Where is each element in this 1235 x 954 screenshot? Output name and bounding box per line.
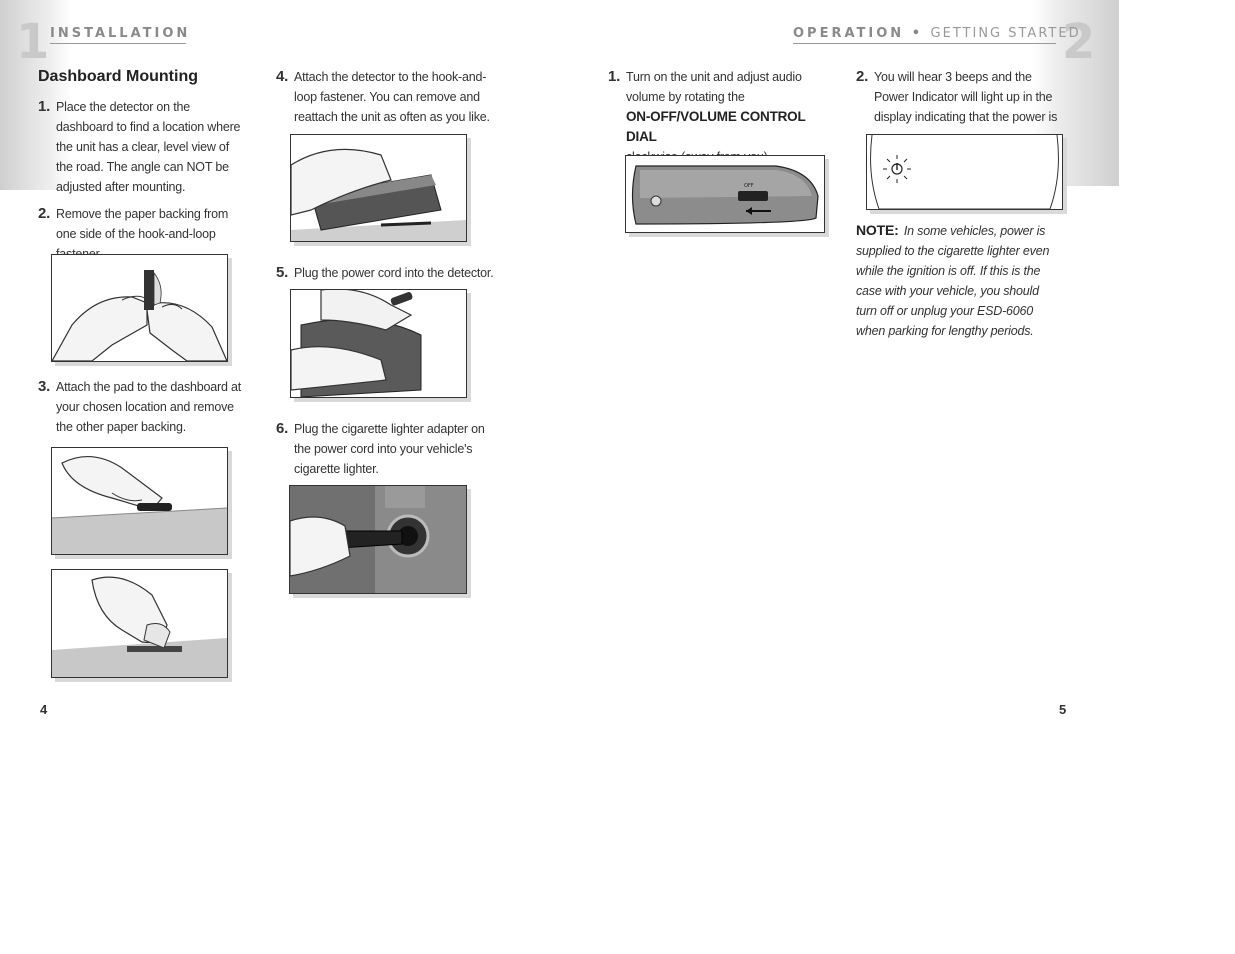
header-operation: OPERATION [793, 26, 905, 41]
step-text-a: Turn on the unit and adjust audio volume by rotating the [626, 70, 802, 104]
section-header-operation [793, 26, 1081, 41]
step-4 [276, 67, 501, 127]
page-number-right: 5 [1059, 702, 1067, 717]
dial-off-label: OFF [744, 183, 754, 189]
lighter-adapter-illustration [290, 486, 466, 593]
chapter-number-left: 1 [16, 14, 50, 70]
detector-side-illustration [626, 156, 824, 232]
hand-peel-illustration [52, 570, 227, 677]
step-5 [276, 263, 501, 283]
step-text: Place the detector on the dashboard to find a location where the unit has a clear, level view of the road. The angle can NOT be adjusted after mounting. [56, 100, 241, 194]
step-number: 4. [276, 68, 289, 85]
step-text: Plug the power cord into the detector. [294, 266, 494, 280]
figure-cigarette-lighter [289, 485, 467, 594]
step-number: 5. [276, 264, 289, 281]
step-text: Attach the pad to the dashboard at your chosen location and remove the other paper backing. [56, 380, 242, 434]
figure-attach-pad [51, 447, 228, 555]
step-text: Attach the detector to the hook-and-loop fastener. You can remove and reattach the unit as often as you like. [294, 70, 490, 124]
operation-step-1 [608, 67, 838, 167]
figure-remove-backing [51, 254, 228, 362]
header-rule-left [50, 43, 186, 44]
step-text: Plug the cigarette lighter adapter on the power cord into your vehicle's cigarette lighter. [294, 422, 485, 476]
header-getting-started: GETTING STARTED [930, 26, 1081, 41]
step-number: 2. [856, 68, 869, 85]
note-text: In some vehicles, power is supplied to the cigarette lighter even while the ignition is off. If this is the case with your vehicle, you should turn off or unplug your ESD-6060 when parking for lengthy periods. [856, 224, 1050, 338]
display-power-indicator-illustration [867, 135, 1062, 209]
section-heading: Dashboard Mounting [38, 68, 198, 85]
step-number: 6. [276, 420, 289, 437]
figure-attach-detector [290, 134, 467, 242]
step-6 [276, 419, 501, 479]
hand-pad-illustration [52, 448, 227, 554]
header-separator: • [904, 26, 931, 41]
step-3 [38, 377, 243, 437]
hands-peeling-illustration [52, 255, 227, 361]
step-number: 1. [38, 98, 51, 115]
step-text: You will hear 3 beeps and the Power Indicator will light up in the display indicating that the power is [874, 70, 1058, 124]
step-1 [38, 97, 243, 197]
step-number: 3. [38, 378, 51, 395]
figure-plug-power-cord [290, 289, 467, 398]
note-label: NOTE: [856, 222, 899, 238]
power-cord-illustration [291, 290, 466, 397]
figure-volume-dial [625, 155, 825, 233]
step-text: Remove the paper backing from one side of the hook-and-loop [56, 207, 229, 241]
figure-remove-other-backing [51, 569, 228, 678]
detector-attach-illustration [291, 135, 466, 241]
step-number: 2. [38, 205, 51, 222]
control-dial-label: ON-OFF/VOLUME CONTROL DIAL [626, 109, 806, 144]
step-text [608, 67, 838, 167]
step-number: 1. [608, 68, 621, 85]
page-number-left: 4 [40, 702, 48, 717]
note-block [856, 220, 1061, 341]
header-rule-right [793, 43, 1056, 44]
figure-power-indicator [866, 134, 1063, 210]
section-header-installation: INSTALLATION [50, 26, 191, 41]
chapter-number-right: 2 [1062, 14, 1096, 70]
